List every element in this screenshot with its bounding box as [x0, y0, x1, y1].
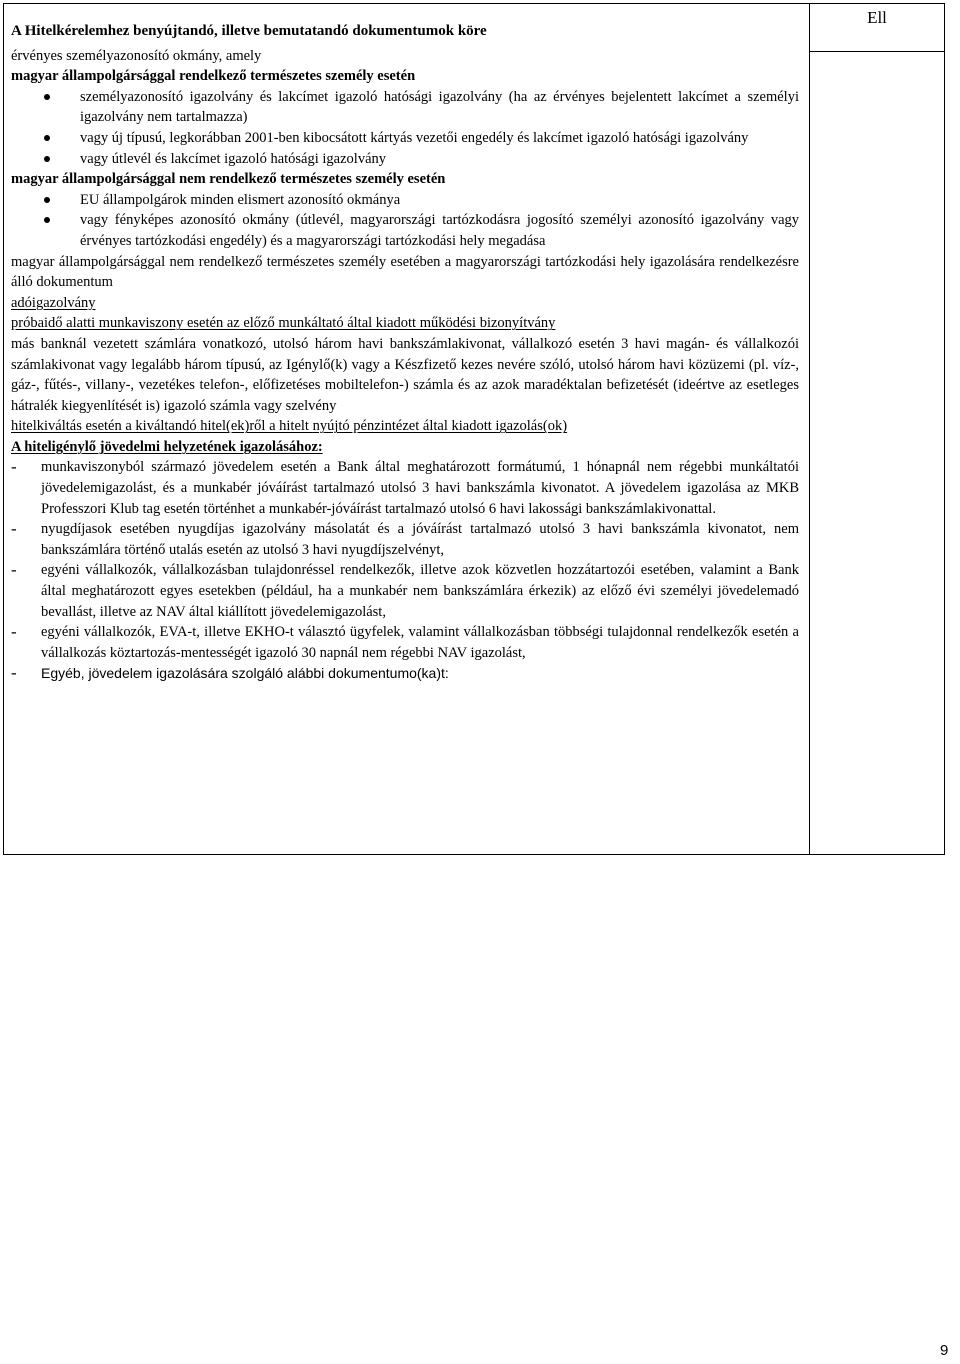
dash-icon: -: [11, 519, 17, 539]
probation-certificate-row: próbaidő alatti munkaviszony esetén az előző munkáltató által kiadott működési bizonyítvány: [11, 315, 556, 332]
list-item: EU állampolgárok minden elismert azonosító okmánya: [11, 190, 799, 211]
list-item: vagy fényképes azonosító okmány (útlevél, magyarországi tartózkodásra jogosító személyi azonosító igazolvány vagy érvényes tartózkodási engedély) és a magyarországi tartózkodási hely megadása: [11, 210, 799, 251]
bullet-icon: [44, 94, 50, 100]
list-item: vagy útlevél és lakcímet igazoló hatósági igazolvány: [11, 149, 799, 170]
side-column-header: Ell: [867, 8, 887, 27]
list-item: személyazonosító igazolvány és lakcímet igazoló hatósági igazolvány (ha az érvényes bejelentett lakcímet a személyi igazolvány nem tartalmazza): [11, 87, 799, 128]
bank-statement-row: más banknál vezetett számlára vonatkozó, utolsó három havi bankszámlakivonat, vállalkozó esetén 3 havi magán- és vállalkozói számlakivonat vagy legalább három típusú, az Igénylő(k) vagy a Készfizető kezes nevére szóló, utolsó három havi közüzemi (pl. víz-, gáz-, fűtés-, villany-, vezetékes telefon-, előfizetéses mobiltelefon-) számla és az azok maradéktalan befizetését (ideértve az esetleges hátralék kiegyenlítését is) igazoló számla vagy szelvény: [11, 335, 799, 414]
income-heading: A hiteligénylő jövedelmi helyzetének igazolásához:: [11, 438, 323, 455]
list-item: - nyugdíjasok esetében nyugdíjas igazolvány másolatát és a jóváírást tartalmazó utolsó 3 havi bankszámla kivonatot, nem bankszámlára történő utalás esetén az utolsó 3 havi nyugdíjszelvényt,: [11, 519, 799, 558]
dash-icon: -: [11, 663, 17, 683]
list-item: - Egyéb, jövedelem igazolására szolgáló alábbi dokumentumo(ka)t:: [11, 663, 449, 683]
hu-citizen-heading: magyar állampolgársággal rendelkező természetes személy esetén: [11, 68, 416, 85]
bullet-icon: [44, 156, 50, 162]
bullet-icon: [44, 135, 50, 141]
document-content: [11, 21, 799, 685]
residence-document-row: magyar állampolgársággal nem rendelkező természetes személy esetében a magyarországi tartózkodási hely igazolására rendelkezésre álló dokumentum: [11, 253, 799, 291]
dash-icon: -: [11, 622, 17, 642]
list-item: - egyéni vállalkozók, EVA-t, illetve EKHO-t választó ügyfelek, valamint vállalkozásban többségi tulajdonnal rendelkezők esetén a vállalkozás köztartozás-mentességét igazoló 30 napnál nem régebbi NAV igazolást,: [11, 622, 799, 661]
dash-icon: -: [11, 560, 17, 580]
dash-icon: -: [11, 457, 17, 477]
page-number: 9: [940, 1342, 949, 1359]
refinance-certificate-row: hitelkiváltás esetén a kiváltandó hitel(ek)ről a hitelt nyújtó pénzintézet által kiadott igazolás(ok): [11, 418, 568, 435]
document-title: A Hitelkérelemhez benyújtandó, illetve bemutatandó dokumentumok köre: [11, 23, 487, 39]
tax-card-row: adóigazolvány: [11, 294, 96, 311]
list-item: - egyéni vállalkozók, vállalkozásban tulajdonréssel rendelkezők, illetve azok közvetlen hozzátartozói esetében, valamint a Bank által meghatározott egyes esetekben (például, ha a munkabér nem bankszámlára érkezik) az előző évi személyi jövedelemadó bevallást, illetve az NAV által kiállított jövedelemigazolást,: [11, 560, 799, 620]
bullet-icon: [44, 197, 50, 203]
identity-intro: érvényes személyazonosító okmány, amely: [11, 47, 262, 64]
list-item: - munkaviszonyból származó jövedelem esetén a Bank által meghatározott formátumú, 1 hónapnál nem régebbi munkáltatói jövedelemigazolást, és a munkabér jóváírást tartalmazó utolsó 3 havi bankszámla kivonatot. A jövedelem igazolása az MKB Professzori Klub tag esetén történhet a munkabér-jóváírást tartalmazó utolsó 6 havi lakossági bankszámlakivonattal.: [11, 457, 799, 517]
bullet-icon: [44, 217, 50, 223]
column-divider: [809, 4, 810, 854]
list-item: vagy új típusú, legkorábban 2001-ben kibocsátott kártyás vezetői engedély és lakcímet igazoló hatósági igazolvány: [11, 128, 799, 149]
foreign-citizen-heading: magyar állampolgársággal nem rendelkező természetes személy esetén: [11, 171, 446, 188]
header-divider: [809, 51, 944, 52]
